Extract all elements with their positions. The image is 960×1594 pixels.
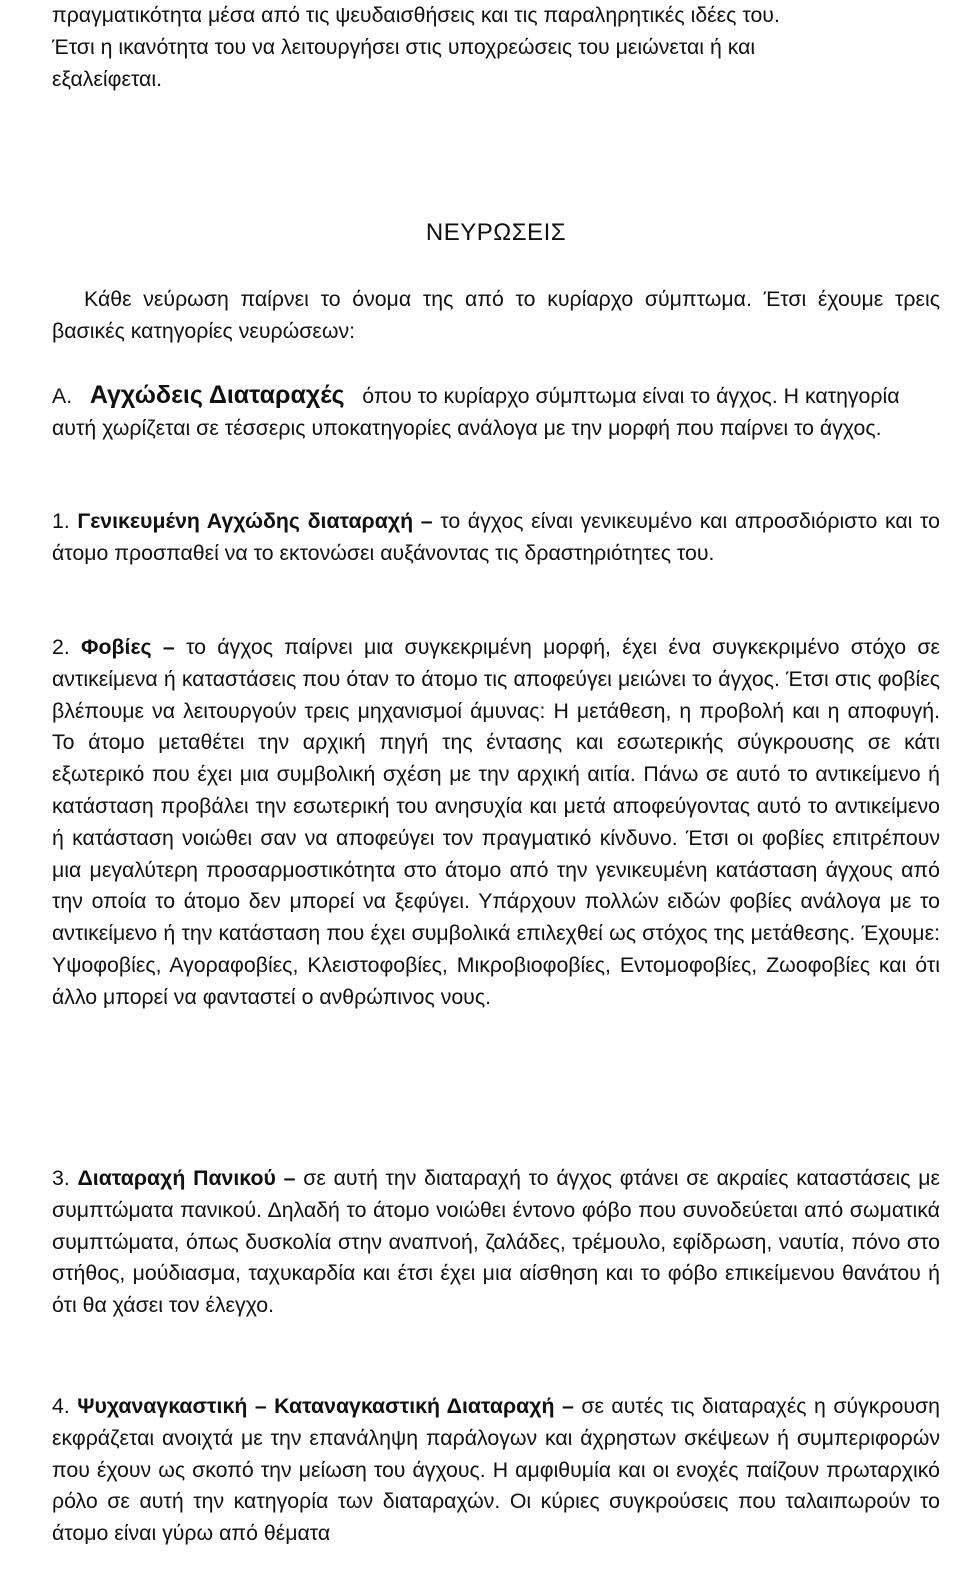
item-title: Διαταραχή Πανικού [77, 1166, 276, 1190]
intro-nevroseis-paragraph: Κάθε νεύρωση παίρνει το όνομα της από το κυρίαρχο σύμπτωμα. Έτσι έχουμε τρεις βασικές κατηγορίες νευρώσεων: [52, 287, 940, 343]
intro-paragraph [52, 0, 952, 95]
item-text: το άγχος είναι γενικευμένο και απροσδιόριστο και το άτομο προσπαθεί να το εκτονώσει αυξάνοντας τις δραστηριότητες του. [52, 509, 940, 565]
intro-line-1: πραγματικότητα μέσα από τις ψευδαισθήσεις και τις παραληρητικές ιδέες του. [52, 3, 780, 27]
item-4-paragraph [52, 1391, 940, 1550]
item-number: 1. [52, 509, 70, 533]
item-1-paragraph [52, 506, 940, 570]
item-text: σε αυτές τις διαταραχές η σύγκρουση εκφράζεται ανοιχτά με την επανάληψη παράλογων και άχρηστων σκέψεων ή συμπεριφορών που έχουν ως σκοπό την μείωση του άγχους. Η αμφιθυμία και οι ενοχές παίζουν πρωταρχικό ρόλο σε αυτή την κατηγορία των διαταραχών. Οι κύριες συγκρούσεις που ταλαιπωρούν το άτομο είναι γύρω από θέματα [52, 1394, 941, 1546]
item-number: 2. [52, 635, 70, 659]
item-title: Γενικευμένη Αγχώδης διαταραχή [77, 509, 414, 533]
section-a-paragraph [52, 380, 947, 445]
item-dash: – [562, 1394, 574, 1418]
item-2-paragraph [52, 632, 940, 1014]
item-dash: – [283, 1166, 296, 1190]
section-a-title: Αγχώδεις Διαταραχές [89, 381, 345, 409]
item-text: σε αυτή την διαταραχή το άγχος φτάνει σε ακραίες καταστάσεις με συμπτώματα πανικού. Δηλαδή το άτομο νοιώθει έντονο φόβο που συνοδεύεται από σωματικά συμπτώματα, όπως δυσκολία στην αναπνοή, ζαλάδες, τρέμουλο, εφίδρωση, ναυτία, πόνο στο στήθος, μούδιασμα, ταχυκαρδία και έτσι έχει μια αίσθηση και το φόβο επικείμενου θανάτου ή ότι θα χάσει τον έλεγχο. [52, 1166, 941, 1318]
section-a-text: όπου το κυρίαρχο σύμπτωμα είναι το άγχος. Η κατηγορία αυτή χωρίζεται σε τέσσερις υποκατηγορίες ανάλογα με την μορφή που παίρνει το άγχος. [52, 384, 900, 440]
item-title: Ψυχαναγκαστική – Καταναγκαστική Διαταραχή [77, 1394, 555, 1418]
section-a-marker: Α. [52, 384, 73, 408]
item-number: 4. [52, 1394, 70, 1418]
intro-line-3: εξαλείφεται. [52, 66, 163, 91]
item-title: Φοβίες [81, 635, 152, 659]
section-heading: ΝΕΥΡΩΣΕΙΣ [425, 219, 567, 246]
item-dash: – [162, 635, 175, 659]
item-number: 3. [52, 1166, 70, 1190]
item-3-paragraph [52, 1163, 940, 1322]
item-text: το άγχος παίρνει μια συγκεκριμένη μορφή, έχει ένα συγκεκριμένο στόχο σε αντικείμενα ή καταστάσεις που όταν το άτομο τις αποφεύγει μειώνει το άγχος. Έτσι στις φοβίες βλέπουμε να λειτουργούν τρεις μηχανισμοί άμυνας: Η μετάθεση, η προβολή και η αποφυγή. Το άτομο μεταθέτει την αρχική πηγή της έντασης και εσωτερικής σύγκρουσης σε κάτι εξωτερικό που έχει μια συμβολική σχέση με την αρχική αιτία. Πάνω σε αυτό το αντικείμενο ή κατάσταση προβάλει την εσωτερική του ανησυχία και μετά αποφεύγοντας αυτό το αντικείμενο ή κατάσταση νοιώθει σαν να αποφεύγει τον πραγματικό κίνδυνο. Έτσι οι φοβίες επιτρέπουν μια μεγαλύτερη προσαρμοστικότητα στο άτομο από την γενικευμένη κατάσταση άγχους από την οποία το άτομο δεν μπορεί να ξεφύγει. Υπάρχουν πολλών ειδών φοβίες ανάλογα με το αντικείμενο ή την κατάσταση που έχει συμβολικά επιλεχθεί ως στόχος της μετάθεσης. Έχουμε: Υψοφοβίες, Αγοραφοβίες, Κλειστοφοβίες, Μικροβιοφοβίες, Εντομοφοβίες, Ζωοφοβίες και ότι άλλο μπορεί να φανταστεί ο ανθρώπινος νους. [52, 635, 940, 1009]
intro-line-2: Έτσι η ικανότητα του να λειτουργήσει στις υποχρεώσεις του μειώνεται ή και [52, 34, 756, 59]
item-dash: – [420, 509, 433, 533]
